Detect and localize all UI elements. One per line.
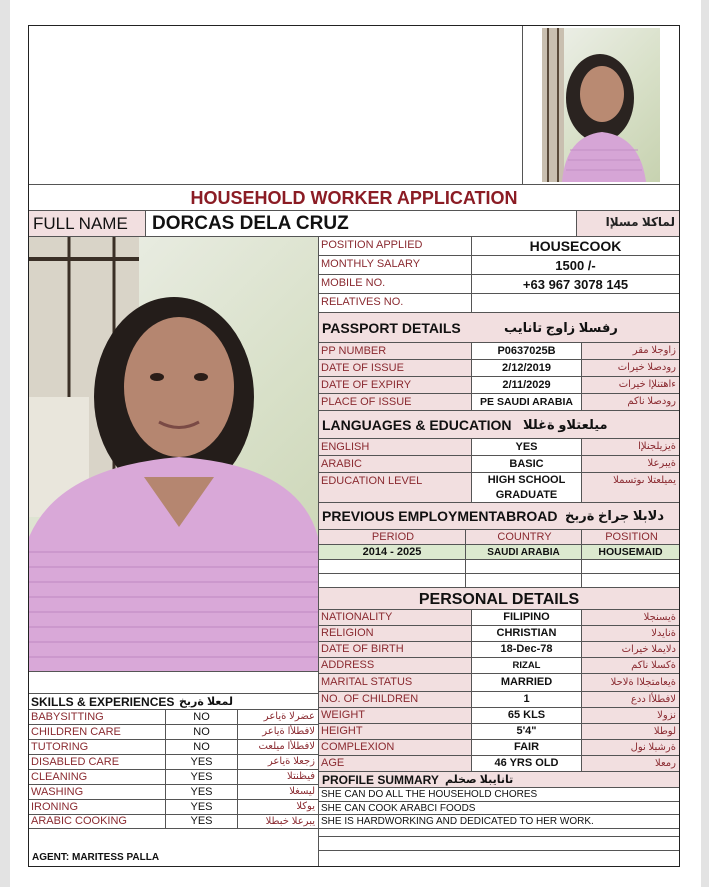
tutoring-label: TUTORING [29, 739, 165, 754]
skills-heading-arabic: لمعلا ةربخ [179, 696, 234, 708]
pp-number-label: PP NUMBER [318, 342, 471, 359]
employment-empty-cell [465, 573, 581, 587]
disabled-care-arabic: زجعلا ةياعر [237, 754, 318, 769]
top-blank-box [29, 26, 523, 184]
babysitting-label: BABYSITTING [29, 709, 165, 724]
position-applied-value: HOUSECOOK [471, 236, 679, 255]
employment-row-position: HOUSEMAID [581, 544, 679, 559]
full-name-label: FULL NAME [29, 210, 146, 236]
education-level-line1: HIGH SCHOOL [487, 474, 566, 486]
employment-section-header [318, 502, 679, 529]
weight-label: WEIGHT [318, 707, 471, 723]
personal-details-heading: PERSONAL DETAILS [318, 587, 679, 609]
age-label: AGE [318, 755, 471, 771]
application-sheet [28, 25, 680, 867]
monthly-salary-value: 1500 /- [471, 255, 679, 274]
no-of-children-label: NO. OF CHILDREN [318, 691, 471, 707]
relatives-no-value [471, 293, 679, 312]
marital-status-arabic: ةيعامتجلاا ةلاحلا [581, 673, 679, 691]
tutoring-value: NO [165, 739, 237, 754]
profile-summary-heading-arabic: تانايبلا صخلم [445, 774, 514, 786]
no-of-children-arabic: لافطلأا ددع [581, 691, 679, 707]
date-of-issue-value: 2/12/2019 [471, 359, 581, 376]
ironing-label: IRONING [29, 799, 165, 814]
skills-heading: SKILLS & EXPERIENCES [31, 695, 175, 709]
skills-spacer-row [29, 671, 318, 693]
date-of-issue-label: DATE OF ISSUE [318, 359, 471, 376]
profile-summary-heading: PROFILE SUMMARY [322, 773, 439, 787]
religion-value: CHRISTIAN [471, 625, 581, 641]
marital-status-value: MARRIED [471, 673, 581, 691]
pp-number-value: P0637025B [471, 342, 581, 359]
date-of-expiry-arabic: ءاهتنلإا خيرات [581, 376, 679, 393]
age-value: 46 YRS OLD [471, 755, 581, 771]
pp-number-arabic: زاوجلا مقر [581, 342, 679, 359]
arabic-cooking-value: YES [165, 814, 237, 828]
profile-empty-row [318, 828, 679, 836]
education-level-value [471, 472, 581, 502]
date-of-birth-arabic: دلايملا خيرات [581, 641, 679, 657]
children-care-arabic: لافطلأا ةياعر [237, 724, 318, 739]
skills-section-header [29, 693, 318, 709]
complexion-value: FAIR [471, 739, 581, 755]
religion-arabic: ةنايدلا [581, 625, 679, 641]
employment-col-country: COUNTRY [465, 529, 581, 544]
nationality-arabic: ةيسنجلا [581, 609, 679, 625]
date-of-birth-value: 18-Dec-78 [471, 641, 581, 657]
passport-section-header [318, 312, 679, 342]
place-of-issue-label: PLACE OF ISSUE [318, 393, 471, 410]
address-label: ADDRESS [318, 657, 471, 673]
address-arabic: ةكسلا ناكم [581, 657, 679, 673]
education-level-line2: GRADUATE [495, 489, 558, 501]
ironing-value: YES [165, 799, 237, 814]
cleaning-label: CLEANING [29, 769, 165, 784]
page-title: HOUSEHOLD WORKER APPLICATION [29, 184, 679, 210]
employment-empty-cell [318, 573, 465, 587]
position-applied-label: POSITION APPLIED [318, 236, 471, 255]
passport-heading-arabic: رفسلا زاوج تانايب [504, 320, 618, 335]
arabic-cooking-arabic: يبرعلا خبطلا [237, 814, 318, 828]
employment-empty-cell [318, 559, 465, 573]
no-of-children-value: 1 [471, 691, 581, 707]
agent-name: AGENT: MARITESS PALLA [32, 852, 160, 863]
marital-status-label: MARITAL STATUS [318, 673, 471, 691]
height-label: HEIGHT [318, 723, 471, 739]
place-of-issue-value: PE SAUDI ARABIA [471, 393, 581, 410]
education-level-label: EDUCATION LEVEL [318, 472, 471, 502]
date-of-expiry-label: DATE OF EXPIRY [318, 376, 471, 393]
ironing-arabic: يوكلا [237, 799, 318, 814]
nationality-label: NATIONALITY [318, 609, 471, 625]
cleaning-value: YES [165, 769, 237, 784]
monthly-salary-label: MONTHLY SALARY [318, 255, 471, 274]
weight-value: 65 KLS [471, 707, 581, 723]
complexion-arabic: ةرشبلا نول [581, 739, 679, 755]
english-value: YES [471, 438, 581, 455]
profile-line: SHE CAN DO ALL THE HOUSEHOLD CHORES [318, 787, 679, 801]
languages-heading-arabic: ميلعتلاو ةغللا [523, 417, 608, 432]
disabled-care-label: DISABLED CARE [29, 754, 165, 769]
portrait-photo-large [29, 236, 318, 671]
profile-summary-header [318, 771, 679, 787]
english-arabic: ةيزيلجنلإا [581, 438, 679, 455]
employment-col-position: POSITION [581, 529, 679, 544]
babysitting-arabic: عضرلا ةياعر [237, 709, 318, 724]
employment-row-period: 2014 - 2025 [318, 544, 465, 559]
employment-col-period: PERIOD [318, 529, 465, 544]
washing-arabic: ليسغلا [237, 784, 318, 799]
date-of-issue-arabic: رودصلا خيرات [581, 359, 679, 376]
relatives-no-label: RELATIVES NO. [318, 293, 471, 312]
cleaning-arabic: فيظنتلا [237, 769, 318, 784]
children-care-label: CHILDREN CARE [29, 724, 165, 739]
full-name-arabic: لماكلا مسلإا [576, 210, 679, 236]
place-of-issue-arabic: رودصلا ناكم [581, 393, 679, 410]
profile-empty-row [318, 850, 679, 866]
disabled-care-value: YES [165, 754, 237, 769]
tutoring-arabic: لافطلأا ميلعت [237, 739, 318, 754]
employment-heading-arabic: دلابلا جراخ ةربخ [565, 508, 665, 523]
passport-heading: PASSPORT DETAILS [322, 320, 461, 336]
languages-heading: LANGUAGES & EDUCATION [322, 417, 512, 433]
full-name-value: DORCAS DELA CRUZ [146, 210, 576, 236]
profile-line: SHE CAN COOK ARABCI FOODS [318, 801, 679, 814]
mobile-no-value: +63 967 3078 145 [471, 274, 679, 293]
arabic-language-arabic: ةيبرعلا [581, 455, 679, 472]
babysitting-value: NO [165, 709, 237, 724]
education-level-arabic: يميلعتلا ىوتسملا [581, 472, 679, 502]
date-of-birth-label: DATE OF BIRTH [318, 641, 471, 657]
agent-box [29, 828, 318, 866]
page-edge-left [0, 0, 10, 887]
arabic-cooking-label: ARABIC COOKING [29, 814, 165, 828]
employment-empty-cell [581, 573, 679, 587]
address-value: RIZAL [471, 657, 581, 673]
profile-empty-row [318, 836, 679, 850]
portrait-photo-small [542, 28, 660, 182]
date-of-expiry-value: 2/11/2029 [471, 376, 581, 393]
age-arabic: رمعلا [581, 755, 679, 771]
washing-label: WASHING [29, 784, 165, 799]
height-value: 5'4" [471, 723, 581, 739]
mobile-no-label: MOBILE NO. [318, 274, 471, 293]
page-edge-right [701, 0, 709, 887]
complexion-label: COMPLEXION [318, 739, 471, 755]
employment-heading: PREVIOUS EMPLOYMENTABROAD [322, 508, 558, 524]
nationality-value: FILIPINO [471, 609, 581, 625]
washing-value: YES [165, 784, 237, 799]
weight-arabic: نزولا [581, 707, 679, 723]
arabic-label: ARABIC [318, 455, 471, 472]
religion-label: RELIGION [318, 625, 471, 641]
english-label: ENGLISH [318, 438, 471, 455]
children-care-value: NO [165, 724, 237, 739]
profile-line: SHE IS HARDWORKING AND DEDICATED TO HER WORK. [318, 814, 679, 828]
languages-section-header [318, 410, 679, 438]
arabic-value: BASIC [471, 455, 581, 472]
height-arabic: لوطلا [581, 723, 679, 739]
employment-row-country: SAUDI ARABIA [465, 544, 581, 559]
employment-empty-cell [581, 559, 679, 573]
employment-empty-cell [465, 559, 581, 573]
